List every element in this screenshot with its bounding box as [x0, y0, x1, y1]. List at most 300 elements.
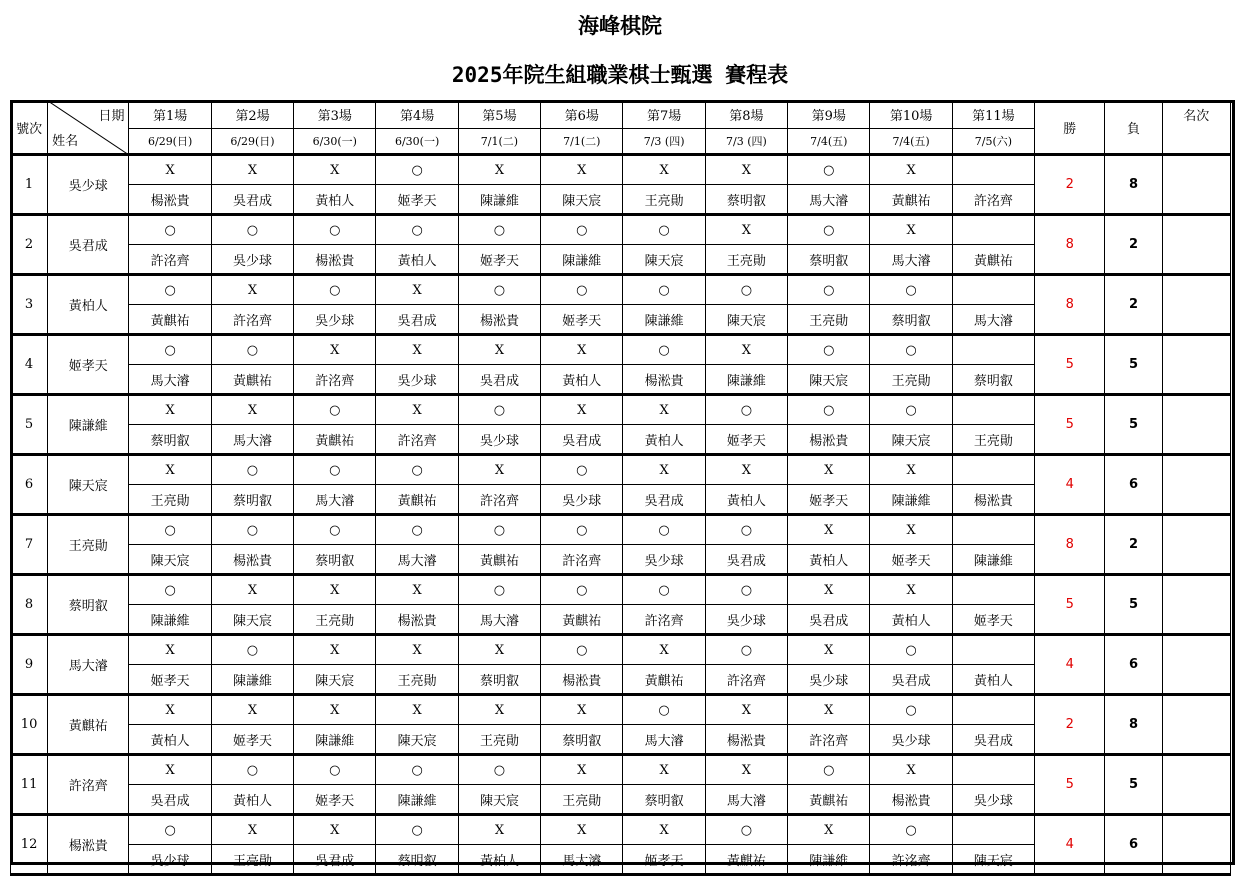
match-result: ○ — [294, 755, 376, 785]
win-count: 8 — [1035, 215, 1105, 275]
opponent-name: 黃柏人 — [458, 845, 540, 875]
match-result — [952, 215, 1034, 245]
opponent-name: 黃麒祐 — [705, 845, 787, 875]
round-header: 第4場 — [376, 101, 458, 129]
opponent-name: 吳君成 — [870, 665, 952, 695]
opponent-name: 吳君成 — [129, 785, 211, 815]
match-result: X — [129, 155, 211, 185]
rank-cell — [1162, 335, 1230, 395]
match-result: X — [705, 755, 787, 785]
opponent-name: 黃麒祐 — [870, 185, 952, 215]
player-name: 吳君成 — [48, 215, 129, 275]
match-result: ○ — [458, 395, 540, 425]
win-count: 4 — [1035, 455, 1105, 515]
match-result: X — [541, 335, 623, 365]
win-count: 5 — [1035, 335, 1105, 395]
round-header: 第5場 — [458, 101, 540, 129]
opponent-name: 吳少球 — [952, 785, 1034, 815]
match-result: X — [541, 755, 623, 785]
no-header: 號次 — [11, 101, 48, 155]
match-result: ○ — [211, 455, 293, 485]
opponent-name: 楊淞貴 — [458, 305, 540, 335]
match-result: ○ — [623, 515, 705, 545]
match-result: ○ — [705, 515, 787, 545]
match-result: X — [211, 575, 293, 605]
opponent-name: 陳謙維 — [294, 725, 376, 755]
loss-count: 6 — [1105, 635, 1162, 695]
match-result: ○ — [129, 215, 211, 245]
loss-count: 2 — [1105, 515, 1162, 575]
match-result: ○ — [211, 515, 293, 545]
match-result: ○ — [705, 815, 787, 845]
match-result: X — [129, 635, 211, 665]
player-row-results — [11, 155, 1231, 185]
opponent-name: 姬孝天 — [458, 245, 540, 275]
opponent-name: 陳謙維 — [376, 785, 458, 815]
opponent-name: 吳少球 — [376, 365, 458, 395]
match-result — [952, 455, 1034, 485]
match-result: X — [376, 575, 458, 605]
match-result: ○ — [129, 335, 211, 365]
match-result: X — [870, 155, 952, 185]
opponent-name: 黃麒祐 — [294, 425, 376, 455]
player-row-results — [11, 695, 1231, 725]
round-header: 第2場 — [211, 101, 293, 129]
round-date: 6/30(一) — [376, 129, 458, 155]
opponent-name: 吳少球 — [211, 245, 293, 275]
match-result: X — [294, 335, 376, 365]
player-name: 陳謙維 — [48, 395, 129, 455]
opponent-name: 吳少球 — [294, 305, 376, 335]
opponent-name: 蔡明叡 — [211, 485, 293, 515]
opponent-name: 馬大濬 — [623, 725, 705, 755]
match-result: ○ — [705, 635, 787, 665]
match-result: ○ — [870, 815, 952, 845]
opponent-name: 吳君成 — [458, 365, 540, 395]
match-result: ○ — [376, 455, 458, 485]
opponent-name: 馬大濬 — [541, 845, 623, 875]
player-row-results — [11, 215, 1231, 245]
opponent-name: 陳謙維 — [129, 605, 211, 635]
opponent-name: 許洺齊 — [129, 245, 211, 275]
opponent-name: 楊淞貴 — [541, 665, 623, 695]
opponent-name: 許洺齊 — [211, 305, 293, 335]
opponent-name: 陳謙維 — [788, 845, 870, 875]
schedule-table — [10, 100, 1231, 876]
match-result: ○ — [623, 215, 705, 245]
match-result: ○ — [294, 215, 376, 245]
player-number: 5 — [11, 395, 48, 455]
player-row-results — [11, 755, 1231, 785]
opponent-name: 王亮勛 — [623, 185, 705, 215]
loss-count: 5 — [1105, 755, 1162, 815]
match-result: X — [129, 455, 211, 485]
opponent-name: 吳君成 — [541, 425, 623, 455]
opponent-name: 楊淞貴 — [376, 605, 458, 635]
match-result: X — [211, 695, 293, 725]
match-result: X — [294, 815, 376, 845]
match-result: X — [211, 395, 293, 425]
match-result: ○ — [623, 695, 705, 725]
opponent-name: 黃柏人 — [211, 785, 293, 815]
opponent-name: 王亮勛 — [541, 785, 623, 815]
win-header: 勝 — [1035, 101, 1105, 155]
opponent-name: 王亮勛 — [870, 365, 952, 395]
match-result — [952, 155, 1034, 185]
win-count: 5 — [1035, 575, 1105, 635]
match-result: ○ — [294, 455, 376, 485]
match-result: ○ — [211, 635, 293, 665]
match-result: ○ — [376, 755, 458, 785]
opponent-name: 姬孝天 — [294, 785, 376, 815]
player-row-results — [11, 635, 1231, 665]
match-result — [952, 755, 1034, 785]
match-result: ○ — [376, 815, 458, 845]
match-result — [952, 815, 1034, 845]
opponent-name: 吳君成 — [623, 485, 705, 515]
opponent-name: 馬大濬 — [294, 485, 376, 515]
opponent-name: 黃麒祐 — [458, 545, 540, 575]
opponent-name: 楊淞貴 — [705, 725, 787, 755]
match-result: X — [458, 335, 540, 365]
match-result: ○ — [458, 515, 540, 545]
player-row-results — [11, 455, 1231, 485]
loss-count: 2 — [1105, 275, 1162, 335]
match-result: X — [129, 755, 211, 785]
player-name: 吳少球 — [48, 155, 129, 215]
player-name: 陳天宸 — [48, 455, 129, 515]
opponent-name: 王亮勛 — [376, 665, 458, 695]
match-result: X — [705, 155, 787, 185]
opponent-name: 吳君成 — [788, 605, 870, 635]
opponent-name: 姬孝天 — [870, 545, 952, 575]
match-result: X — [129, 695, 211, 725]
win-count: 2 — [1035, 695, 1105, 755]
opponent-name: 馬大濬 — [952, 305, 1034, 335]
player-name: 姬孝天 — [48, 335, 129, 395]
opponent-name: 吳君成 — [952, 725, 1034, 755]
match-result: ○ — [788, 335, 870, 365]
opponent-name: 楊淞貴 — [623, 365, 705, 395]
opponent-name: 馬大濬 — [870, 245, 952, 275]
opponent-name: 吳少球 — [623, 545, 705, 575]
opponent-name: 馬大濬 — [458, 605, 540, 635]
match-result: X — [870, 515, 952, 545]
match-result: X — [211, 815, 293, 845]
opponent-name: 吳君成 — [705, 545, 787, 575]
rank-cell — [1162, 395, 1230, 455]
loss-count: 2 — [1105, 215, 1162, 275]
round-date: 6/30(一) — [294, 129, 376, 155]
opponent-name: 王亮勛 — [294, 605, 376, 635]
match-result: X — [294, 695, 376, 725]
loss-count: 6 — [1105, 455, 1162, 515]
match-result: ○ — [541, 635, 623, 665]
round-date: 7/3 (四) — [705, 129, 787, 155]
loss-count: 8 — [1105, 155, 1162, 215]
rank-cell — [1162, 275, 1230, 335]
opponent-name: 蔡明叡 — [541, 725, 623, 755]
match-result — [952, 695, 1034, 725]
opponent-name: 姬孝天 — [952, 605, 1034, 635]
page-subtitle: 2025年院生組職業棋士甄選 賽程表 — [451, 63, 789, 87]
opponent-name: 陳天宸 — [211, 605, 293, 635]
opponent-name: 黃麒祐 — [211, 365, 293, 395]
match-result — [952, 275, 1034, 305]
match-result: X — [623, 395, 705, 425]
match-result: X — [376, 335, 458, 365]
opponent-name: 楊淞貴 — [129, 185, 211, 215]
opponent-name: 吳少球 — [705, 605, 787, 635]
rank-cell — [1162, 695, 1230, 755]
player-number: 7 — [11, 515, 48, 575]
round-date: 6/29(日) — [211, 129, 293, 155]
opponent-name: 姬孝天 — [541, 305, 623, 335]
opponent-name: 黃麒祐 — [376, 485, 458, 515]
player-name: 楊淞貴 — [48, 815, 129, 875]
opponent-name: 黃麒祐 — [541, 605, 623, 635]
round-date: 7/4(五) — [788, 129, 870, 155]
match-result: X — [788, 635, 870, 665]
opponent-name: 王亮勛 — [705, 245, 787, 275]
player-row-results — [11, 515, 1231, 545]
rank-cell — [1162, 815, 1230, 875]
opponent-name: 蔡明叡 — [294, 545, 376, 575]
loss-count: 6 — [1105, 815, 1162, 875]
match-result: X — [870, 755, 952, 785]
match-result: ○ — [541, 515, 623, 545]
opponent-name: 黃麒祐 — [623, 665, 705, 695]
opponent-name: 許洺齊 — [705, 665, 787, 695]
opponent-name: 許洺齊 — [870, 845, 952, 875]
opponent-name: 黃麒祐 — [129, 305, 211, 335]
match-result: ○ — [458, 575, 540, 605]
opponent-name: 姬孝天 — [705, 425, 787, 455]
match-result: X — [129, 395, 211, 425]
round-date: 7/4(五) — [870, 129, 952, 155]
match-result: ○ — [870, 335, 952, 365]
player-number: 3 — [11, 275, 48, 335]
match-result: X — [211, 275, 293, 305]
match-result: ○ — [129, 515, 211, 545]
opponent-name: 吳君成 — [211, 185, 293, 215]
rank-header: 名次 — [1162, 101, 1230, 155]
match-result — [952, 635, 1034, 665]
match-result: X — [870, 575, 952, 605]
opponent-name: 楊淞貴 — [211, 545, 293, 575]
opponent-name: 楊淞貴 — [952, 485, 1034, 515]
round-date: 6/29(日) — [129, 129, 211, 155]
opponent-name: 蔡明叡 — [705, 185, 787, 215]
opponent-name: 陳天宸 — [952, 845, 1034, 875]
opponent-name: 許洺齊 — [952, 185, 1034, 215]
round-date: 7/5(六) — [952, 129, 1034, 155]
opponent-name: 黃柏人 — [870, 605, 952, 635]
rank-cell — [1162, 155, 1230, 215]
match-result: X — [705, 335, 787, 365]
opponent-name: 黃柏人 — [129, 725, 211, 755]
match-result: X — [705, 215, 787, 245]
match-result: ○ — [211, 215, 293, 245]
match-result: ○ — [788, 155, 870, 185]
opponent-name: 馬大濬 — [129, 365, 211, 395]
opponent-name: 陳謙維 — [211, 665, 293, 695]
opponent-name: 姬孝天 — [129, 665, 211, 695]
opponent-name: 蔡明叡 — [952, 365, 1034, 395]
round-date: 7/1(二) — [541, 129, 623, 155]
rank-cell — [1162, 215, 1230, 275]
opponent-name: 黃麒祐 — [788, 785, 870, 815]
opponent-name: 陳謙維 — [458, 185, 540, 215]
match-result: X — [623, 815, 705, 845]
match-result: X — [541, 155, 623, 185]
match-result: ○ — [294, 515, 376, 545]
match-result: ○ — [458, 215, 540, 245]
match-result: ○ — [294, 275, 376, 305]
opponent-name: 蔡明叡 — [623, 785, 705, 815]
match-result: X — [294, 575, 376, 605]
match-result — [952, 395, 1034, 425]
opponent-name: 陳天宸 — [705, 305, 787, 335]
match-result: ○ — [541, 455, 623, 485]
opponent-name: 黃柏人 — [541, 365, 623, 395]
player-number: 12 — [11, 815, 48, 875]
opponent-name: 許洺齊 — [623, 605, 705, 635]
opponent-name: 陳謙維 — [623, 305, 705, 335]
opponent-name: 黃柏人 — [788, 545, 870, 575]
match-result: ○ — [870, 275, 952, 305]
player-row-results — [11, 575, 1231, 605]
name-label: 姓名 — [52, 134, 79, 149]
match-result — [952, 575, 1034, 605]
match-result: ○ — [870, 395, 952, 425]
opponent-name: 許洺齊 — [788, 725, 870, 755]
round-header: 第7場 — [623, 101, 705, 129]
match-result: ○ — [129, 575, 211, 605]
player-number: 6 — [11, 455, 48, 515]
opponent-name: 陳天宸 — [376, 725, 458, 755]
opponent-name: 陳天宸 — [623, 245, 705, 275]
match-result: X — [458, 815, 540, 845]
player-name: 蔡明叡 — [48, 575, 129, 635]
opponent-name: 姬孝天 — [211, 725, 293, 755]
opponent-name: 許洺齊 — [294, 365, 376, 395]
match-result: X — [376, 695, 458, 725]
match-result: ○ — [129, 275, 211, 305]
round-header: 第3場 — [294, 101, 376, 129]
opponent-name: 蔡明叡 — [458, 665, 540, 695]
match-result: X — [211, 155, 293, 185]
match-result: X — [294, 635, 376, 665]
opponent-name: 王亮勛 — [129, 485, 211, 515]
match-result: X — [541, 815, 623, 845]
match-result: X — [376, 635, 458, 665]
round-header: 第1場 — [129, 101, 211, 129]
player-name: 黃麒祐 — [48, 695, 129, 755]
match-result: ○ — [623, 275, 705, 305]
match-result: X — [458, 635, 540, 665]
opponent-name: 黃柏人 — [294, 185, 376, 215]
match-result: X — [705, 455, 787, 485]
player-number: 9 — [11, 635, 48, 695]
opponent-name: 吳少球 — [458, 425, 540, 455]
player-number: 10 — [11, 695, 48, 755]
loss-count: 5 — [1105, 335, 1162, 395]
opponent-name: 陳天宸 — [788, 365, 870, 395]
opponent-name: 陳謙維 — [870, 485, 952, 515]
match-result: X — [458, 155, 540, 185]
page-title: 海峰棋院 — [578, 14, 662, 38]
match-result: ○ — [705, 395, 787, 425]
match-result: X — [623, 155, 705, 185]
match-result: ○ — [788, 755, 870, 785]
opponent-name: 許洺齊 — [376, 425, 458, 455]
opponent-name: 姬孝天 — [788, 485, 870, 515]
opponent-name: 馬大濬 — [376, 545, 458, 575]
win-count: 4 — [1035, 635, 1105, 695]
opponent-name: 蔡明叡 — [870, 305, 952, 335]
match-result: X — [541, 695, 623, 725]
match-result: X — [458, 695, 540, 725]
match-result: X — [376, 275, 458, 305]
player-number: 1 — [11, 155, 48, 215]
opponent-name: 馬大濬 — [211, 425, 293, 455]
match-result: X — [870, 455, 952, 485]
match-result: ○ — [788, 275, 870, 305]
match-result: X — [458, 455, 540, 485]
match-result: X — [788, 575, 870, 605]
round-header: 第9場 — [788, 101, 870, 129]
opponent-name: 王亮勛 — [952, 425, 1034, 455]
rank-cell — [1162, 755, 1230, 815]
match-result: ○ — [623, 575, 705, 605]
match-result: ○ — [788, 215, 870, 245]
match-result: X — [623, 635, 705, 665]
opponent-name: 陳謙維 — [541, 245, 623, 275]
match-result: ○ — [129, 815, 211, 845]
round-header: 第6場 — [541, 101, 623, 129]
player-number: 11 — [11, 755, 48, 815]
win-count: 5 — [1035, 395, 1105, 455]
player-row-results — [11, 335, 1231, 365]
opponent-name: 吳少球 — [129, 845, 211, 875]
match-result: X — [705, 695, 787, 725]
opponent-name: 楊淞貴 — [294, 245, 376, 275]
match-result: X — [623, 455, 705, 485]
match-result: ○ — [376, 215, 458, 245]
player-number: 2 — [11, 215, 48, 275]
opponent-name: 馬大濬 — [705, 785, 787, 815]
rank-cell — [1162, 575, 1230, 635]
opponent-name: 陳謙維 — [952, 545, 1034, 575]
opponent-name: 陳天宸 — [458, 785, 540, 815]
match-result: ○ — [211, 335, 293, 365]
round-date: 7/3 (四) — [623, 129, 705, 155]
match-result: ○ — [294, 395, 376, 425]
loss-count: 5 — [1105, 575, 1162, 635]
match-result: X — [541, 395, 623, 425]
opponent-name: 黃柏人 — [376, 245, 458, 275]
opponent-name: 姬孝天 — [376, 185, 458, 215]
match-result: ○ — [541, 215, 623, 245]
match-result: ○ — [376, 515, 458, 545]
opponent-name: 陳天宸 — [541, 185, 623, 215]
player-row-results — [11, 815, 1231, 845]
opponent-name: 吳君成 — [294, 845, 376, 875]
header-row-rounds — [11, 101, 1231, 129]
player-row-results — [11, 395, 1231, 425]
opponent-name: 姬孝天 — [623, 845, 705, 875]
